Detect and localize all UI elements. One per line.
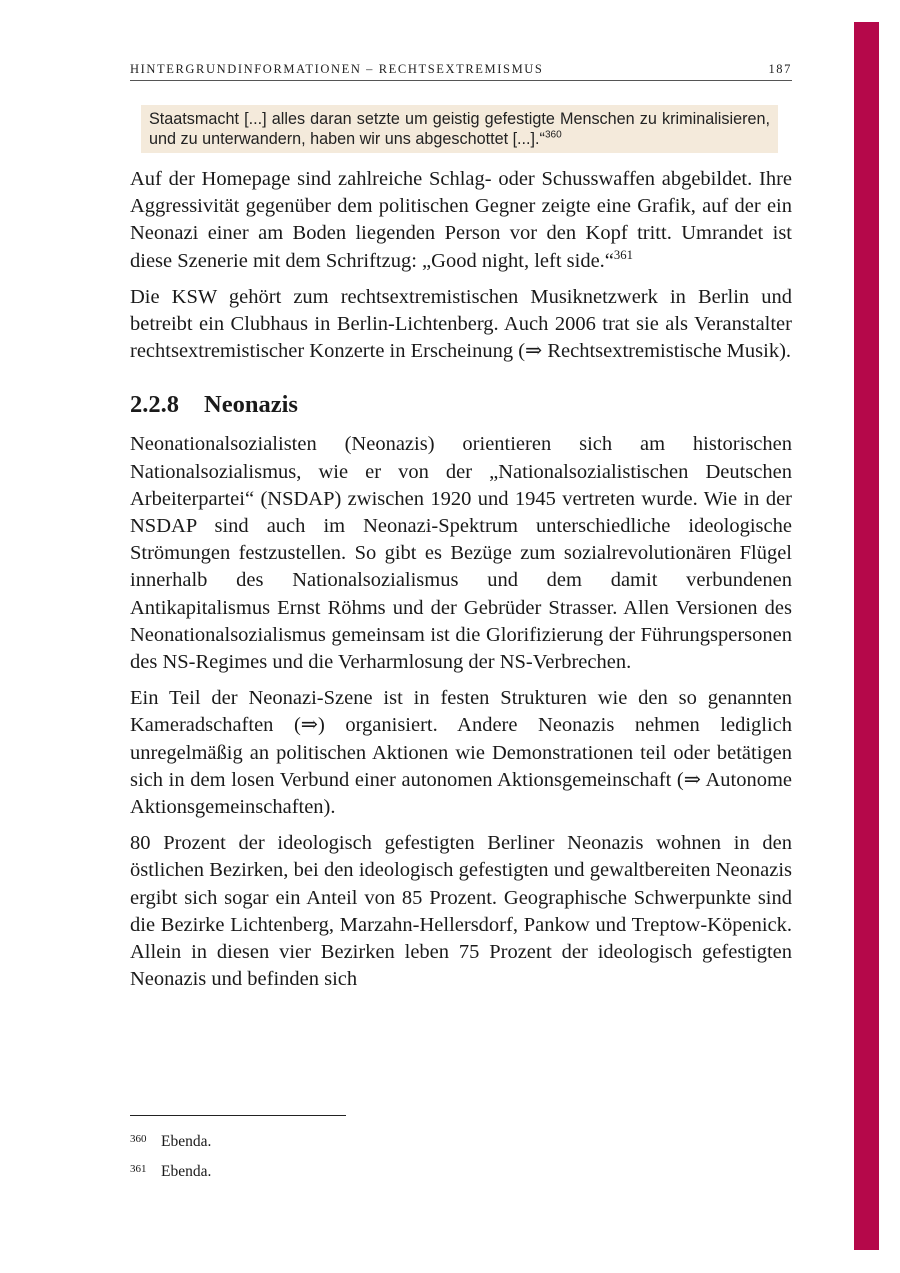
paragraph-text: Auf der Homepage sind zahlreiche Schlag- oder Schusswaffen abgebildet. Ihre Aggressivität gegenüber dem politischen Gegner zeigte eine Grafik, auf der ein Neonazi einer am Boden liegenden Person vor den Kopf tritt. Umrandet ist diese Szenerie mit dem Schriftzug: „Good night, left side.“: [130, 168, 792, 272]
section-heading: [130, 390, 792, 420]
main-content: [130, 166, 792, 1002]
footnote-text: Ebenda.: [161, 1163, 212, 1180]
accent-sidebar-bar: [854, 22, 879, 1250]
running-header: [130, 62, 792, 81]
section-number: 2.2.8: [130, 391, 179, 419]
footnote-number: 360: [130, 1133, 147, 1145]
page-number: 187: [768, 62, 792, 76]
footnotes: [130, 1132, 792, 1192]
footnote: [130, 1132, 792, 1152]
footnote-ref-360[interactable]: 360: [544, 129, 562, 141]
footnote-divider: [130, 1115, 346, 1116]
quote-text: Staatsmacht [...] alles daran setzte um geistig gefestigte Menschen zu kriminalisieren, und zu unterwandern, haben wir uns abgeschottet [...].“: [149, 110, 770, 148]
running-title: HINTERGRUNDINFORMATIONEN – RECHTSEXTREMISMUS: [130, 62, 544, 76]
footnote: [130, 1162, 792, 1182]
paragraph: 80 Prozent der ideologisch gefestigten Berliner Neonazis wohnen in den östlichen Bezirken, bei den ideologisch gefestigten und gewaltbereiten Neonazis ergibt sich sogar ein Anteil von 85 Prozent. Geographische Schwerpunkte sind die Bezirke Lichtenberg, Marzahn-Hellersdorf, Pankow und Treptow-Köpenick. Allein in diesen vier Bezirken leben 75 Prozent der ideologisch gefestigten Neonazis und befinden sich: [130, 832, 792, 991]
section-title: Neonazis: [204, 391, 298, 419]
paragraph: [130, 166, 792, 275]
quote-block: [141, 105, 778, 153]
footnote-number: 361: [130, 1163, 147, 1175]
paragraph: Ein Teil der Neonazi-Szene ist in festen Strukturen wie den so genannten Kameradschaften (⇒) organisiert. Andere Neonazis nehmen lediglich unregelmäßig an politischen Aktionen wie Demonstrationen teil oder betätigen sich in dem losen Verbund einer autonomen Aktionsgemeinschaft (⇒ Autonome Aktionsgemeinschaften).: [130, 687, 792, 819]
paragraph: Neonationalsozialisten (Neonazis) orientieren sich am historischen Nationalsozialismus, wie er von der „Nationalsozialistischen Deutschen Arbeiterpartei“ (NSDAP) zwischen 1920 und 1945 vertreten wurde. Wie in der NSDAP sind auch im Neonazi-Spektrum unterschiedliche ideologische Strömungen festzustellen. So gibt es Bezüge zum sozialrevolutionären Flügel innerhalb des Nationalsozialismus und dem damit verbundenen Antikapitalismus Ernst Röhms und der Gebrüder Strasser. Allen Versionen des Neonationalsozialismus gemeinsam ist die Glorifizierung der Führungspersonen des NS-Regimes und die Verharmlosung der NS-Verbrechen.: [130, 433, 792, 674]
footnote-ref-361[interactable]: 361: [613, 247, 633, 262]
footnote-text: Ebenda.: [161, 1133, 212, 1150]
paragraph: Die KSW gehört zum rechtsextremistischen Musiknetzwerk in Berlin und betreibt ein Clubhaus in Berlin-Lichtenberg. Auch 2006 trat sie als Veranstalter rechtsextremistischer Konzerte in Erscheinung (⇒ Rechtsextremistische Musik).: [130, 285, 792, 363]
